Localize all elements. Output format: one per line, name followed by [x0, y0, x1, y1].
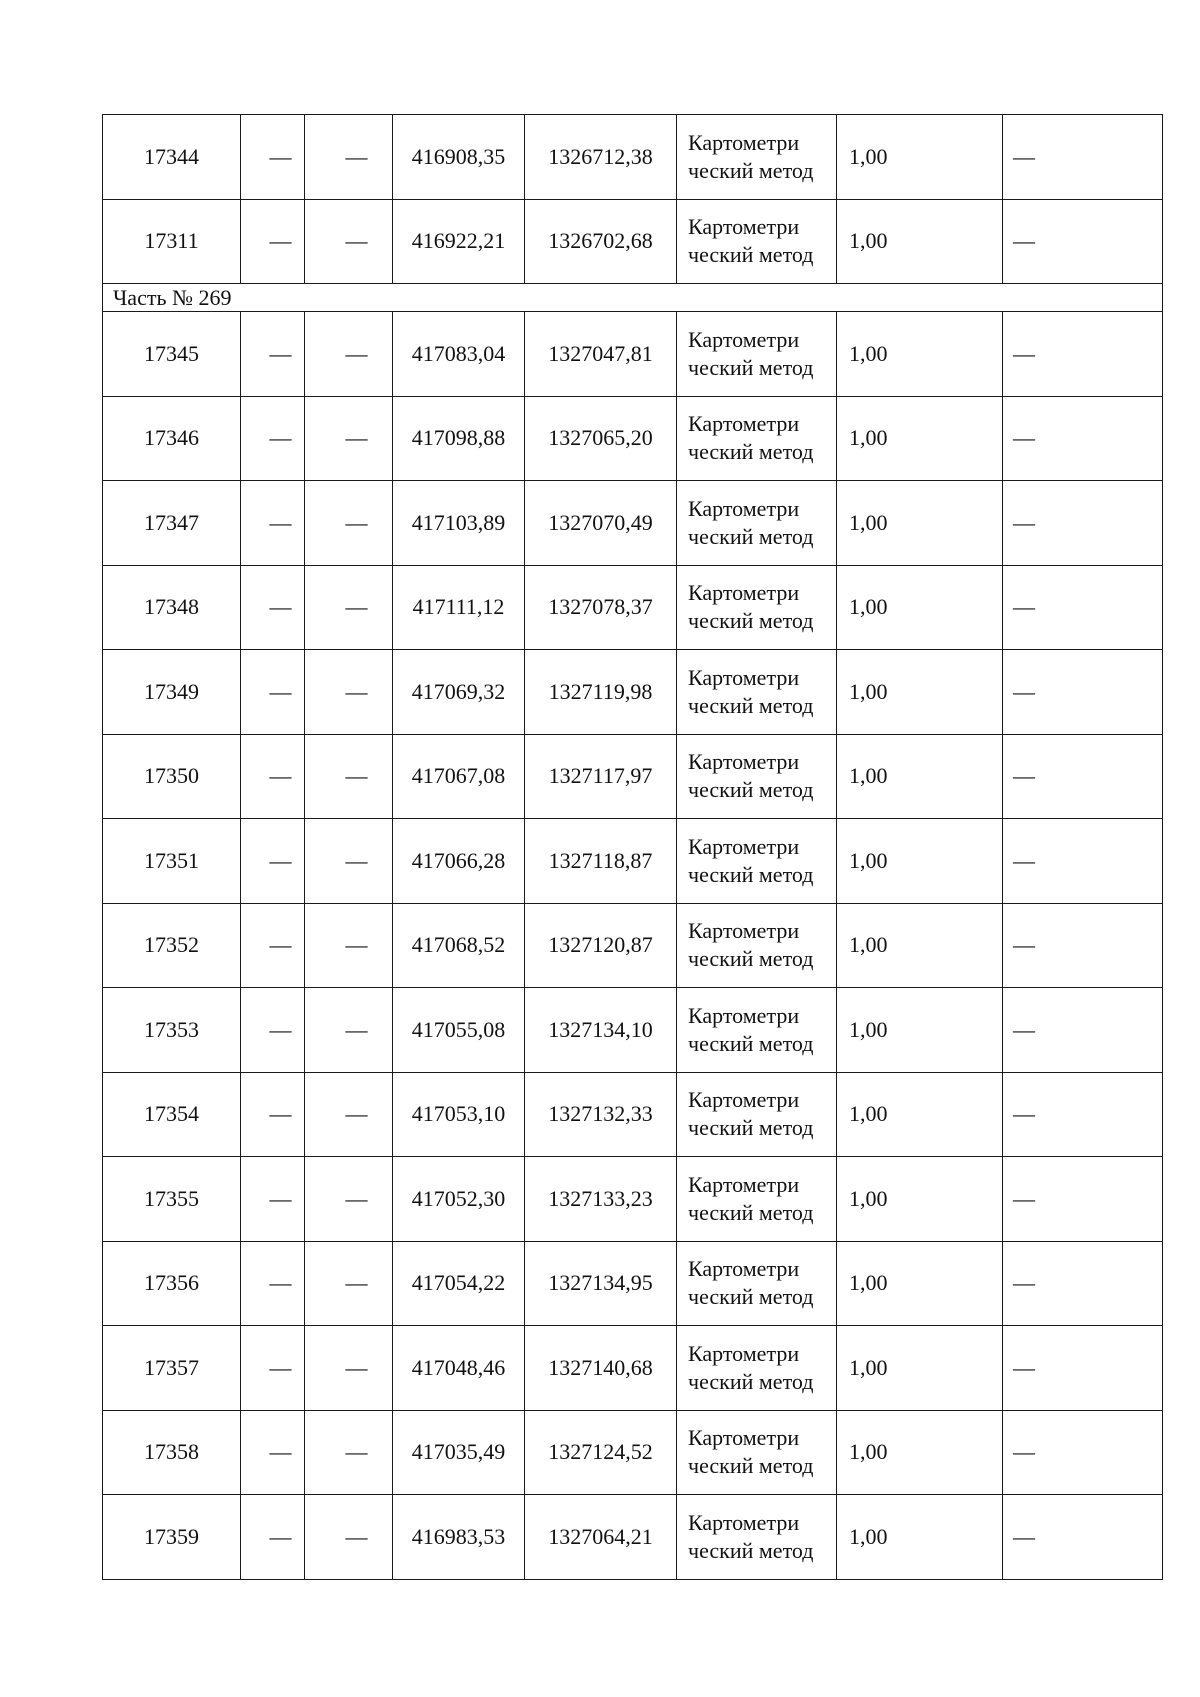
x-coordinate-cell: 417068,52	[393, 903, 525, 988]
dash-cell-2-text: —	[269, 425, 292, 451]
accuracy-cell: 1,00	[837, 565, 1003, 650]
accuracy-cell: 1,00	[837, 481, 1003, 566]
method-cell: Картометри ческий метод	[677, 199, 837, 284]
section-header-row	[103, 284, 1163, 312]
table-row	[103, 481, 1163, 566]
method-cell: Картометри ческий метод	[677, 565, 837, 650]
dash-cell-2-text: —	[269, 1523, 292, 1549]
table-row	[103, 1495, 1163, 1580]
dash-cell-2-text: —	[269, 1354, 292, 1380]
y-coordinate-cell: 1327047,81	[525, 312, 677, 397]
accuracy-cell: 1,00	[837, 1157, 1003, 1242]
point-number-cell: 17350	[103, 734, 241, 819]
x-coordinate-cell: 417083,04	[393, 312, 525, 397]
dash-cell-2-text: —	[269, 678, 292, 704]
accuracy-cell: 1,00	[837, 650, 1003, 735]
table-row	[103, 903, 1163, 988]
table-body	[103, 115, 1163, 1580]
dash-cell-2	[241, 481, 305, 566]
y-coordinate-cell: 1327120,87	[525, 903, 677, 988]
y-coordinate-cell: 1326712,38	[525, 115, 677, 200]
dash-cell-last: —	[1003, 734, 1163, 819]
dash-cell-2	[241, 903, 305, 988]
dash-cell-last: —	[1003, 1241, 1163, 1326]
accuracy-cell: 1,00	[837, 988, 1003, 1073]
dash-cell-3-text: —	[345, 1354, 368, 1380]
dash-cell-3-text: —	[345, 1523, 368, 1549]
dash-cell-2	[241, 1495, 305, 1580]
method-cell: Картометри ческий метод	[677, 988, 837, 1073]
dash-cell-2-text: —	[269, 1439, 292, 1465]
x-coordinate-cell: 416908,35	[393, 115, 525, 200]
dash-cell-2	[241, 1157, 305, 1242]
x-coordinate-cell: 417053,10	[393, 1072, 525, 1157]
accuracy-cell: 1,00	[837, 734, 1003, 819]
dash-cell-3-text: —	[345, 763, 368, 789]
dash-cell-3-text: —	[345, 594, 368, 620]
point-number-cell: 17356	[103, 1241, 241, 1326]
dash-cell-last: —	[1003, 1157, 1163, 1242]
table-row	[103, 1410, 1163, 1495]
dash-cell-3	[305, 1157, 393, 1242]
method-cell: Картометри ческий метод	[677, 312, 837, 397]
method-cell: Картометри ческий метод	[677, 1410, 837, 1495]
method-cell: Картометри ческий метод	[677, 734, 837, 819]
table-row	[103, 565, 1163, 650]
dash-cell-3	[305, 396, 393, 481]
method-cell: Картометри ческий метод	[677, 650, 837, 735]
dash-cell-2-text: —	[269, 143, 292, 169]
y-coordinate-cell: 1327070,49	[525, 481, 677, 566]
x-coordinate-cell: 417048,46	[393, 1326, 525, 1411]
method-cell: Картометри ческий метод	[677, 1157, 837, 1242]
dash-cell-2	[241, 1072, 305, 1157]
y-coordinate-cell: 1327078,37	[525, 565, 677, 650]
dash-cell-last: —	[1003, 115, 1163, 200]
dash-cell-last: —	[1003, 565, 1163, 650]
table-row	[103, 819, 1163, 904]
y-coordinate-cell: 1326702,68	[525, 199, 677, 284]
point-number-cell: 17344	[103, 115, 241, 200]
dash-cell-3	[305, 1072, 393, 1157]
dash-cell-last: —	[1003, 199, 1163, 284]
dash-cell-3-text: —	[345, 1016, 368, 1042]
accuracy-cell: 1,00	[837, 1326, 1003, 1411]
table-row	[103, 1157, 1163, 1242]
dash-cell-3	[305, 312, 393, 397]
y-coordinate-cell: 1327119,98	[525, 650, 677, 735]
dash-cell-3-text: —	[345, 340, 368, 366]
dash-cell-last: —	[1003, 650, 1163, 735]
dash-cell-3	[305, 903, 393, 988]
point-number-cell: 17357	[103, 1326, 241, 1411]
table-row	[103, 1326, 1163, 1411]
x-coordinate-cell: 417055,08	[393, 988, 525, 1073]
x-coordinate-cell: 417035,49	[393, 1410, 525, 1495]
dash-cell-3	[305, 1241, 393, 1326]
dash-cell-2	[241, 565, 305, 650]
dash-cell-last: —	[1003, 312, 1163, 397]
dash-cell-3-text: —	[345, 1439, 368, 1465]
accuracy-cell: 1,00	[837, 903, 1003, 988]
point-number-cell: 17345	[103, 312, 241, 397]
dash-cell-3	[305, 565, 393, 650]
x-coordinate-cell: 417067,08	[393, 734, 525, 819]
y-coordinate-cell: 1327134,10	[525, 988, 677, 1073]
dash-cell-2	[241, 1410, 305, 1495]
accuracy-cell: 1,00	[837, 1241, 1003, 1326]
dash-cell-3-text: —	[345, 847, 368, 873]
accuracy-cell: 1,00	[837, 396, 1003, 481]
accuracy-cell: 1,00	[837, 199, 1003, 284]
point-number-cell: 17358	[103, 1410, 241, 1495]
dash-cell-3-text: —	[345, 1101, 368, 1127]
method-cell: Картометри ческий метод	[677, 115, 837, 200]
dash-cell-3-text: —	[345, 1185, 368, 1211]
dash-cell-3	[305, 650, 393, 735]
x-coordinate-cell: 417054,22	[393, 1241, 525, 1326]
dash-cell-2	[241, 819, 305, 904]
method-cell: Картометри ческий метод	[677, 903, 837, 988]
dash-cell-2	[241, 650, 305, 735]
table-row	[103, 396, 1163, 481]
accuracy-cell: 1,00	[837, 1410, 1003, 1495]
x-coordinate-cell: 417066,28	[393, 819, 525, 904]
point-number-cell: 17311	[103, 199, 241, 284]
dash-cell-2	[241, 199, 305, 284]
dash-cell-2-text: —	[269, 594, 292, 620]
dash-cell-2	[241, 1326, 305, 1411]
y-coordinate-cell: 1327132,33	[525, 1072, 677, 1157]
method-cell: Картометри ческий метод	[677, 396, 837, 481]
y-coordinate-cell: 1327065,20	[525, 396, 677, 481]
point-number-cell: 17346	[103, 396, 241, 481]
table-row	[103, 734, 1163, 819]
table-row	[103, 650, 1163, 735]
dash-cell-3-text: —	[345, 425, 368, 451]
dash-cell-last: —	[1003, 988, 1163, 1073]
dash-cell-2	[241, 396, 305, 481]
method-cell: Картометри ческий метод	[677, 481, 837, 566]
dash-cell-3	[305, 199, 393, 284]
dash-cell-2-text: —	[269, 763, 292, 789]
x-coordinate-cell: 417111,12	[393, 565, 525, 650]
accuracy-cell: 1,00	[837, 819, 1003, 904]
table-row	[103, 1241, 1163, 1326]
table-row	[103, 988, 1163, 1073]
dash-cell-2-text: —	[269, 1270, 292, 1296]
dash-cell-2	[241, 988, 305, 1073]
dash-cell-last: —	[1003, 1410, 1163, 1495]
y-coordinate-cell: 1327133,23	[525, 1157, 677, 1242]
accuracy-cell: 1,00	[837, 1072, 1003, 1157]
point-number-cell: 17353	[103, 988, 241, 1073]
accuracy-cell: 1,00	[837, 312, 1003, 397]
point-number-cell: 17359	[103, 1495, 241, 1580]
y-coordinate-cell: 1327118,87	[525, 819, 677, 904]
dash-cell-3-text: —	[345, 143, 368, 169]
dash-cell-2-text: —	[269, 1185, 292, 1211]
x-coordinate-cell: 417103,89	[393, 481, 525, 566]
dash-cell-2-text: —	[269, 1016, 292, 1042]
dash-cell-3	[305, 115, 393, 200]
dash-cell-last: —	[1003, 903, 1163, 988]
dash-cell-3	[305, 988, 393, 1073]
x-coordinate-cell: 417098,88	[393, 396, 525, 481]
method-cell: Картометри ческий метод	[677, 1072, 837, 1157]
dash-cell-last: —	[1003, 1072, 1163, 1157]
accuracy-cell: 1,00	[837, 1495, 1003, 1580]
point-number-cell: 17352	[103, 903, 241, 988]
dash-cell-2-text: —	[269, 847, 292, 873]
method-cell: Картометри ческий метод	[677, 819, 837, 904]
point-number-cell: 17351	[103, 819, 241, 904]
dash-cell-3-text: —	[345, 678, 368, 704]
dash-cell-3-text: —	[345, 228, 368, 254]
dash-cell-2-text: —	[269, 932, 292, 958]
x-coordinate-cell: 416983,53	[393, 1495, 525, 1580]
table-row	[103, 199, 1163, 284]
dash-cell-last: —	[1003, 481, 1163, 566]
x-coordinate-cell: 417069,32	[393, 650, 525, 735]
dash-cell-3	[305, 734, 393, 819]
dash-cell-3-text: —	[345, 1270, 368, 1296]
point-number-cell: 17347	[103, 481, 241, 566]
dash-cell-3	[305, 819, 393, 904]
point-number-cell: 17354	[103, 1072, 241, 1157]
method-cell: Картометри ческий метод	[677, 1326, 837, 1411]
point-number-cell: 17349	[103, 650, 241, 735]
table-row	[103, 115, 1163, 200]
dash-cell-3-text: —	[345, 509, 368, 535]
x-coordinate-cell: 417052,30	[393, 1157, 525, 1242]
dash-cell-2	[241, 734, 305, 819]
point-number-cell: 17355	[103, 1157, 241, 1242]
dash-cell-last: —	[1003, 1495, 1163, 1580]
y-coordinate-cell: 1327140,68	[525, 1326, 677, 1411]
dash-cell-2-text: —	[269, 340, 292, 366]
method-cell: Картометри ческий метод	[677, 1495, 837, 1580]
dash-cell-3	[305, 481, 393, 566]
method-cell: Картометри ческий метод	[677, 1241, 837, 1326]
y-coordinate-cell: 1327117,97	[525, 734, 677, 819]
table-row	[103, 1072, 1163, 1157]
dash-cell-2	[241, 312, 305, 397]
dash-cell-2-text: —	[269, 509, 292, 535]
dash-cell-3-text: —	[345, 932, 368, 958]
dash-cell-3	[305, 1410, 393, 1495]
y-coordinate-cell: 1327064,21	[525, 1495, 677, 1580]
dash-cell-3	[305, 1326, 393, 1411]
accuracy-cell: 1,00	[837, 115, 1003, 200]
dash-cell-2-text: —	[269, 228, 292, 254]
dash-cell-last: —	[1003, 396, 1163, 481]
dash-cell-last: —	[1003, 1326, 1163, 1411]
dash-cell-2	[241, 115, 305, 200]
y-coordinate-cell: 1327134,95	[525, 1241, 677, 1326]
dash-cell-last: —	[1003, 819, 1163, 904]
dash-cell-2-text: —	[269, 1101, 292, 1127]
point-number-cell: 17348	[103, 565, 241, 650]
y-coordinate-cell: 1327124,52	[525, 1410, 677, 1495]
table-row	[103, 312, 1163, 397]
coordinates-table	[102, 114, 1163, 1580]
x-coordinate-cell: 416922,21	[393, 199, 525, 284]
dash-cell-3	[305, 1495, 393, 1580]
section-label: Часть № 269	[103, 284, 1163, 312]
dash-cell-2	[241, 1241, 305, 1326]
